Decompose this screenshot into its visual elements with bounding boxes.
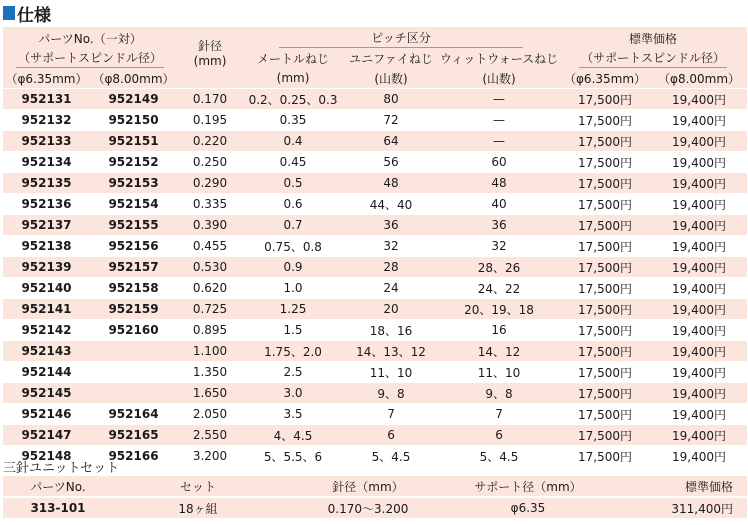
price-800-cell: 19,400円: [651, 383, 747, 404]
price-800-cell: 19,400円: [651, 362, 747, 383]
set-dia: 0.170〜3.200: [283, 497, 453, 518]
metric-pitch-cell: 2.5: [243, 362, 343, 383]
whitworth-pitch-cell: —: [439, 131, 559, 152]
price-635-cell: 17,500円: [559, 215, 651, 236]
metric-pitch-cell: 3.0: [243, 383, 343, 404]
header-whitworth-unit: (山数): [439, 68, 559, 89]
needle-dia-cell: 0.455: [177, 236, 243, 257]
whitworth-pitch-cell: 5、4.5: [439, 446, 559, 467]
header-parts-no-sub-text: （サポートスピンドル径）: [16, 49, 164, 68]
needle-dia-cell: 0.220: [177, 131, 243, 152]
header-d635: （φ6.35mm）: [3, 68, 90, 89]
header-price-d800: （φ8.00mm）: [651, 68, 747, 89]
part-no-800-cell: 952154: [90, 194, 177, 215]
needle-dia-cell: 0.530: [177, 257, 243, 278]
header-price-d635: （φ6.35mm）: [559, 68, 651, 89]
unified-pitch-cell: 11、10: [343, 362, 439, 383]
price-800-cell: 19,400円: [651, 152, 747, 173]
price-800-cell: 19,400円: [651, 446, 747, 467]
whitworth-pitch-cell: 6: [439, 425, 559, 446]
table-row: [3, 89, 747, 110]
whitworth-pitch-cell: 7: [439, 404, 559, 425]
price-800-cell: 19,400円: [651, 341, 747, 362]
unified-pitch-cell: 5、4.5: [343, 446, 439, 467]
price-635-cell: 17,500円: [559, 194, 651, 215]
price-800-cell: 19,400円: [651, 425, 747, 446]
square-bullet-icon: [3, 6, 15, 20]
part-no-800-cell: [90, 362, 177, 383]
header-price-text: 標準価格: [629, 31, 678, 46]
set-header-price: 標準価格: [603, 476, 747, 497]
table-row: [3, 131, 747, 152]
price-800-cell: 19,400円: [651, 320, 747, 341]
needle-dia-cell: 1.650: [177, 383, 243, 404]
price-800-cell: 19,400円: [651, 257, 747, 278]
part-no-635-cell: 952144: [3, 362, 90, 383]
price-800-cell: 19,400円: [651, 110, 747, 131]
needle-dia-cell: 0.290: [177, 173, 243, 194]
table-row: [3, 152, 747, 173]
header-needle-dia: [177, 27, 243, 68]
price-635-cell: 17,500円: [559, 257, 651, 278]
part-no-635-cell: 952147: [3, 425, 90, 446]
set-support: φ6.35: [453, 497, 603, 518]
part-no-635-cell: 952136: [3, 194, 90, 215]
needle-dia-cell: 2.050: [177, 404, 243, 425]
needle-dia-cell: 1.100: [177, 341, 243, 362]
unified-pitch-cell: 14、13、12: [343, 341, 439, 362]
header-blank: [177, 68, 243, 89]
whitworth-pitch-cell: 14、12: [439, 341, 559, 362]
part-no-635-cell: 952148: [3, 446, 90, 467]
part-no-800-cell: 952150: [90, 110, 177, 131]
table-row: [3, 404, 747, 425]
part-no-800-cell: 952165: [90, 425, 177, 446]
metric-pitch-cell: 1.0: [243, 278, 343, 299]
set-header-set: セット: [113, 476, 283, 497]
metric-pitch-cell: 0.75、0.8: [243, 236, 343, 257]
metric-pitch-cell: 1.75、2.0: [243, 341, 343, 362]
metric-pitch-cell: 0.2、0.25、0.3: [243, 89, 343, 110]
part-no-800-cell: [90, 341, 177, 362]
part-no-800-cell: 952156: [90, 236, 177, 257]
unified-pitch-cell: 24: [343, 278, 439, 299]
price-800-cell: 19,400円: [651, 404, 747, 425]
table-row: [3, 299, 747, 320]
price-800-cell: 19,400円: [651, 236, 747, 257]
needle-dia-cell: 0.390: [177, 215, 243, 236]
set-header-dia: 針径（mm）: [283, 476, 453, 497]
unified-pitch-cell: 18、16: [343, 320, 439, 341]
whitworth-pitch-cell: 16: [439, 320, 559, 341]
set-table: [3, 476, 747, 518]
page-title: [3, 2, 51, 24]
table-row: [3, 341, 747, 362]
price-635-cell: 17,500円: [559, 320, 651, 341]
needle-dia-cell: 0.170: [177, 89, 243, 110]
part-no-800-cell: 952153: [90, 173, 177, 194]
metric-pitch-cell: 0.6: [243, 194, 343, 215]
part-no-800-cell: 952158: [90, 278, 177, 299]
table-row: [3, 173, 747, 194]
set-price: 311,400円: [603, 497, 747, 518]
unified-pitch-cell: 64: [343, 131, 439, 152]
metric-pitch-cell: 0.9: [243, 257, 343, 278]
unified-pitch-cell: 9、8: [343, 383, 439, 404]
whitworth-pitch-cell: 60: [439, 152, 559, 173]
whitworth-pitch-cell: 28、26: [439, 257, 559, 278]
header-metric: メートルねじ: [243, 49, 343, 68]
price-635-cell: 17,500円: [559, 446, 651, 467]
needle-dia-cell: 0.725: [177, 299, 243, 320]
whitworth-pitch-cell: 9、8: [439, 383, 559, 404]
needle-dia-cell: 0.620: [177, 278, 243, 299]
part-no-635-cell: 952142: [3, 320, 90, 341]
part-no-635-cell: 952137: [3, 215, 90, 236]
unified-pitch-cell: 72: [343, 110, 439, 131]
part-no-800-cell: 952152: [90, 152, 177, 173]
price-800-cell: 19,400円: [651, 89, 747, 110]
price-635-cell: 17,500円: [559, 278, 651, 299]
whitworth-pitch-cell: 24、22: [439, 278, 559, 299]
header-price: [559, 27, 747, 49]
metric-pitch-cell: 1.5: [243, 320, 343, 341]
unified-pitch-cell: 7: [343, 404, 439, 425]
set-header-support: サポート径（mm）: [453, 476, 603, 497]
part-no-635-cell: 952141: [3, 299, 90, 320]
unified-pitch-cell: 80: [343, 89, 439, 110]
metric-pitch-cell: 5、5.5、6: [243, 446, 343, 467]
needle-dia-cell: 0.250: [177, 152, 243, 173]
part-no-635-cell: 952138: [3, 236, 90, 257]
price-635-cell: 17,500円: [559, 173, 651, 194]
header-needle-unit: (mm): [193, 54, 227, 68]
header-price-sub: [559, 49, 747, 68]
metric-pitch-cell: 0.4: [243, 131, 343, 152]
table-row: [3, 215, 747, 236]
part-no-800-cell: 952155: [90, 215, 177, 236]
metric-pitch-cell: 4、4.5: [243, 425, 343, 446]
part-no-635-cell: 952134: [3, 152, 90, 173]
table-row: [3, 425, 747, 446]
table-row: [3, 110, 747, 131]
unified-pitch-cell: 6: [343, 425, 439, 446]
price-635-cell: 17,500円: [559, 341, 651, 362]
whitworth-pitch-cell: 40: [439, 194, 559, 215]
part-no-635-cell: 952135: [3, 173, 90, 194]
whitworth-pitch-cell: 48: [439, 173, 559, 194]
table-row: [3, 383, 747, 404]
part-no-800-cell: 952151: [90, 131, 177, 152]
part-no-800-cell: 952159: [90, 299, 177, 320]
header-d800: （φ8.00mm）: [90, 68, 177, 89]
set-parts-no: 313-101: [3, 497, 113, 518]
price-635-cell: 17,500円: [559, 383, 651, 404]
part-no-800-cell: 952157: [90, 257, 177, 278]
price-635-cell: 17,500円: [559, 299, 651, 320]
header-pitch-text: ピッチ区分: [279, 29, 523, 48]
part-no-635-cell: 952143: [3, 341, 90, 362]
set-header-parts: パーツNo.: [3, 476, 113, 497]
unified-pitch-cell: 32: [343, 236, 439, 257]
header-parts-no-sub: [3, 49, 177, 68]
price-800-cell: 19,400円: [651, 131, 747, 152]
price-800-cell: 19,400円: [651, 299, 747, 320]
part-no-635-cell: 952133: [3, 131, 90, 152]
needle-dia-cell: 0.335: [177, 194, 243, 215]
unified-pitch-cell: 56: [343, 152, 439, 173]
whitworth-pitch-cell: —: [439, 89, 559, 110]
unified-pitch-cell: 36: [343, 215, 439, 236]
metric-pitch-cell: 0.35: [243, 110, 343, 131]
part-no-800-cell: 952164: [90, 404, 177, 425]
metric-pitch-cell: 0.5: [243, 173, 343, 194]
table-row: [3, 194, 747, 215]
unified-pitch-cell: 44、40: [343, 194, 439, 215]
part-no-800-cell: 952166: [90, 446, 177, 467]
price-800-cell: 19,400円: [651, 278, 747, 299]
unified-pitch-cell: 48: [343, 173, 439, 194]
whitworth-pitch-cell: —: [439, 110, 559, 131]
set-section-title: 三針ユニットセット: [3, 461, 120, 476]
part-no-635-cell: 952145: [3, 383, 90, 404]
price-635-cell: 17,500円: [559, 425, 651, 446]
header-pitch: [243, 27, 559, 49]
part-no-800-cell: 952149: [90, 89, 177, 110]
table-row: [3, 257, 747, 278]
header-metric-unit: (mm): [243, 68, 343, 89]
header-parts-no-text: パーツNo.（一対）: [38, 31, 142, 46]
spec-table: [3, 27, 747, 466]
whitworth-pitch-cell: 32: [439, 236, 559, 257]
header-unified: ユニファイねじ: [343, 49, 439, 68]
unified-pitch-cell: 28: [343, 257, 439, 278]
page-title-text: 仕様: [17, 5, 51, 26]
price-635-cell: 17,500円: [559, 362, 651, 383]
table-row: [3, 236, 747, 257]
needle-dia-cell: 2.550: [177, 425, 243, 446]
whitworth-pitch-cell: 36: [439, 215, 559, 236]
header-whitworth: ウィットウォースねじ: [439, 49, 559, 68]
needle-dia-cell: 3.200: [177, 446, 243, 467]
part-no-635-cell: 952140: [3, 278, 90, 299]
price-800-cell: 19,400円: [651, 215, 747, 236]
price-800-cell: 19,400円: [651, 194, 747, 215]
price-635-cell: 17,500円: [559, 404, 651, 425]
needle-dia-cell: 0.195: [177, 110, 243, 131]
whitworth-pitch-cell: 20、19、18: [439, 299, 559, 320]
header-unified-unit: (山数): [343, 68, 439, 89]
price-635-cell: 17,500円: [559, 110, 651, 131]
metric-pitch-cell: 0.45: [243, 152, 343, 173]
price-635-cell: 17,500円: [559, 131, 651, 152]
part-no-635-cell: 952132: [3, 110, 90, 131]
header-needle-dia-text: 針径: [198, 39, 223, 53]
part-no-800-cell: [90, 383, 177, 404]
needle-dia-cell: 0.895: [177, 320, 243, 341]
table-row: [3, 362, 747, 383]
part-no-635-cell: 952139: [3, 257, 90, 278]
table-row: [3, 278, 747, 299]
set-count: 18ヶ組: [113, 497, 283, 518]
whitworth-pitch-cell: 11、10: [439, 362, 559, 383]
metric-pitch-cell: 0.7: [243, 215, 343, 236]
price-800-cell: 19,400円: [651, 173, 747, 194]
header-price-sub-text: （サポートスピンドル径）: [579, 49, 727, 68]
part-no-635-cell: 952131: [3, 89, 90, 110]
part-no-635-cell: 952146: [3, 404, 90, 425]
part-no-800-cell: 952160: [90, 320, 177, 341]
metric-pitch-cell: 3.5: [243, 404, 343, 425]
needle-dia-cell: 1.350: [177, 362, 243, 383]
metric-pitch-cell: 1.25: [243, 299, 343, 320]
table-row: [3, 320, 747, 341]
unified-pitch-cell: 20: [343, 299, 439, 320]
price-635-cell: 17,500円: [559, 89, 651, 110]
price-635-cell: 17,500円: [559, 152, 651, 173]
price-635-cell: 17,500円: [559, 236, 651, 257]
header-parts-no: [3, 27, 177, 49]
